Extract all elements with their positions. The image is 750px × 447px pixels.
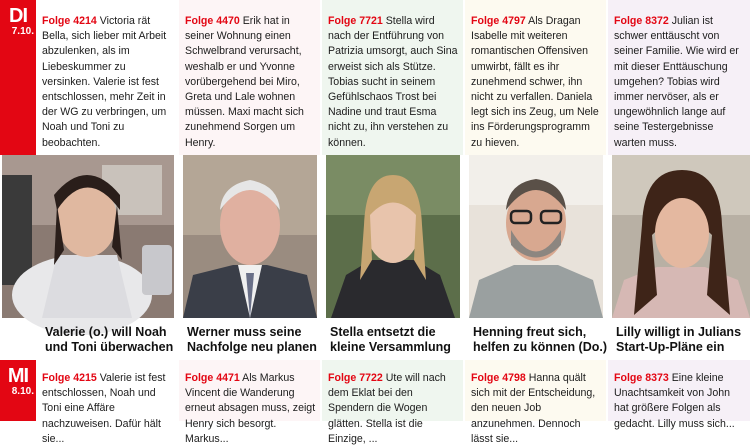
older-man-in-suit-image (183, 155, 317, 318)
episode-number: Folge 4798 (471, 372, 526, 384)
episode-entry (36, 0, 177, 155)
episode-number: Folge 7721 (328, 15, 383, 27)
episode-description: Als Markus Vincent die Wanderung erneut absagen muss, zeigt Henry sich besorgt. Markus... (185, 372, 316, 445)
episode-entry (465, 0, 606, 155)
episode-number: Folge 7722 (328, 372, 383, 384)
day-marker-tuesday (0, 0, 36, 60)
episode-description: Stella wird nach der Entführung von Patrizia umsorgt, auch Sina erweist sich als Stütze. Tobias sucht in seinem Gefühlschaos Trost bei Nadine und traut Esma nicht zu, ihn verstehen zu können. (328, 15, 458, 149)
episode-description: Ute will nach dem Eklat bei den Spendern die Wogen glätten. Stella ist die Einzige, ... (328, 372, 446, 445)
day-marker-wednesday (0, 360, 36, 421)
episode-number: Folge 4214 (42, 15, 97, 27)
episode-caption: Henning freut sich, helfen zu können (Do.) (473, 325, 608, 354)
day-name: DI (9, 5, 27, 27)
woman-with-selfie-phone-image (2, 155, 174, 318)
episode-entry (608, 0, 750, 155)
episode-caption: Werner muss seine Nachfolge neu planen (187, 325, 317, 354)
episode-entry (322, 0, 463, 155)
episode-caption: Stella entsetzt die kleine Versammlung (330, 325, 451, 354)
episode-description: Hanna quält sich mit der Entscheidung, den neuen Job anzunehmen. Dennoch lässt sie... (471, 372, 596, 445)
day-date: 8.10. (11, 386, 34, 397)
episode-number: Folge 4470 (185, 15, 240, 27)
episode-number: Folge 4471 (185, 372, 240, 384)
episode-entry (36, 360, 177, 445)
episode-description: Valerie ist fest entschlossen, Noah und Toni eine Affäre nachzuweisen. Dafür hält sie... (42, 372, 166, 445)
episode-description: Eine kleine Unachtsamkeit von John hat größere Folgen als gedacht. Lilly muss sich... (614, 372, 735, 430)
episode-number: Folge 4797 (471, 15, 526, 27)
episode-photo (183, 155, 317, 318)
woman-with-long-brown-hair-image (612, 155, 750, 318)
episode-description: Victoria rät Bella, sich lieber mit Arbeit abzulenken, als im Liebeskummer zu versinken. Valerie ist fest entschlossen, mehr Zeit in der WG zu verbringen, um Noah und Toni zu beobachten. (42, 15, 167, 149)
episode-entry (608, 360, 750, 430)
episode-caption: Lilly willigt in Julians Start-Up-Pläne ein (616, 325, 742, 354)
episode-number: Folge 8373 (614, 372, 669, 384)
blonde-woman-outdoors-image (326, 155, 460, 318)
episode-description: Als Dragan Isabelle mit weiteren romantischen Offensiven umwirbt, fällt es ihr zunehmend schwer, ihn nicht zu verfallen. Daniela legt sich ins Zeug, um Nele ins Förderungsprogramm zu hieven. (471, 15, 599, 149)
episode-entry (179, 0, 320, 155)
episode-number: Folge 4215 (42, 372, 97, 384)
episode-number: Folge 8372 (614, 15, 669, 27)
episode-entry (465, 360, 606, 445)
episode-description: Erik hat in seiner Wohnung einen Schwelbrand verursacht, weshalb er und Yvonne vorübergehend bei Miro, Greta und Lale wohnen müssen. Maxi macht sich zunehmend Sorgen um Henry. (185, 15, 304, 149)
episode-photo (469, 155, 603, 318)
day-date: 7.10. (11, 26, 34, 37)
day-name: MI (7, 365, 29, 387)
episode-photo (326, 155, 460, 318)
episode-photo (2, 155, 174, 318)
episode-photo (612, 155, 750, 318)
episode-entry (179, 360, 320, 445)
day-stripe (0, 60, 36, 155)
episode-caption: Valerie (o.) will Noah und Toni überwachen (45, 325, 174, 354)
man-with-glasses-grey-beard-image (469, 155, 603, 318)
episode-description: Julian ist schwer enttäuscht von seiner Familie. Wie wird er mit dieser Enttäuschung umgehen? Tobias wird immer nervöser, als er ungewöhnlich lange auf seine Testergebnisse warten muss. (614, 15, 739, 149)
episode-entry (322, 360, 463, 445)
